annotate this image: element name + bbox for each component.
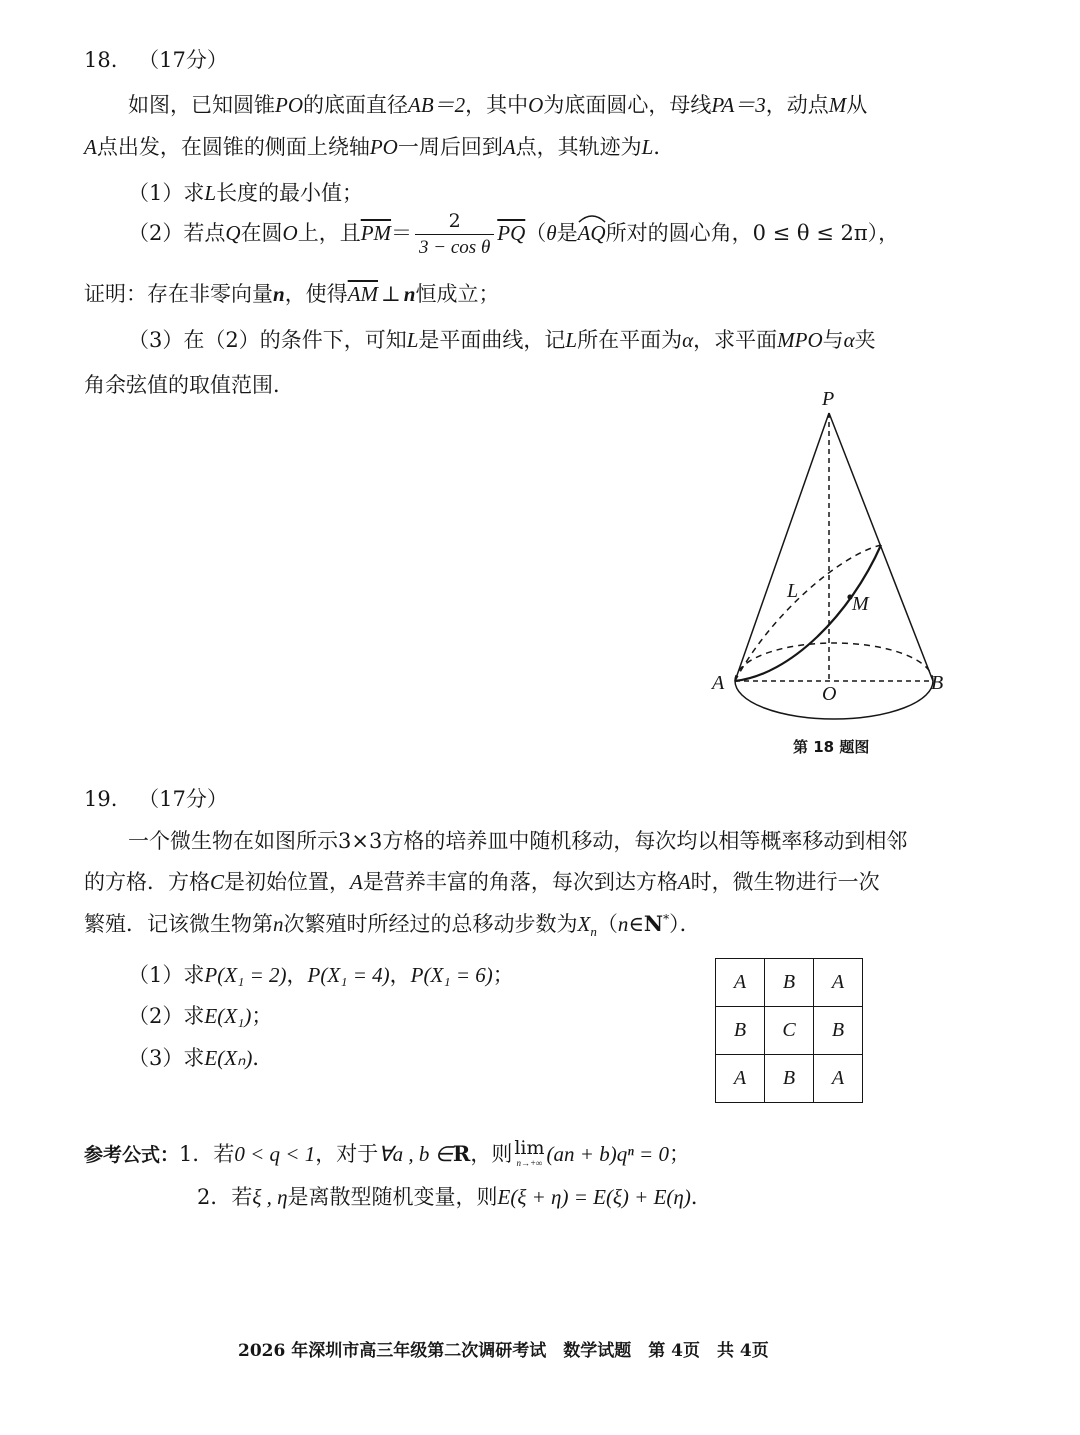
math-expr: E(ξ + η) = E(ξ) + E(η) [497,1185,691,1209]
vector-pm: $\overline{PM}$ [360,221,392,245]
math-expr: P(X₁ = 2) [204,963,287,987]
q18-part1 [128,177,363,207]
text: 夹 [854,328,876,352]
math-l: L [565,328,578,352]
part-label: （2）求 [128,1004,205,1028]
math-a: A [350,870,363,894]
math-o: O [282,221,298,245]
arc-aq [578,221,606,246]
text: ． [653,135,675,159]
grid-row [716,1007,863,1055]
limit-subscript: n→+∞ [516,1157,543,1168]
part-label: （1）求 [128,963,205,987]
text: ，其中 [465,93,529,117]
text: 为底面圆心，母线 [543,93,712,117]
grid-cell: B [765,959,814,1007]
label-l: L [787,580,799,602]
text: 是 [556,221,578,245]
q19-part3 [128,1042,273,1072]
arc-aq-label: AQ [577,221,606,245]
vector-pq: $\overline{PQ}$ [497,221,526,245]
set-star: * [663,912,670,926]
text: 从 [846,93,868,117]
vector-am: $\overline{AM}$ [347,282,379,306]
q18-proof-line [84,278,499,308]
figure-caption: 第 18 题图 [793,738,870,756]
grid-row [716,959,863,1007]
math-po: PO [369,135,398,159]
q18-part3-cont [84,369,294,399]
text: 上，且 [297,221,361,245]
math-o: O [528,93,544,117]
q19-header [84,783,228,813]
q18-points: （17分） [138,48,228,72]
text: ． [252,1046,274,1070]
text: ， [389,963,411,987]
math-a: A [677,870,691,894]
q18-part2 [128,208,899,261]
label-m: M [852,593,869,615]
text: 一周后回到 [397,135,503,159]
text: ． [690,1185,712,1209]
math-po: PO [275,93,303,117]
math-x: X [577,912,591,936]
text: 所对的圆心角，0 ≤ θ ≤ 2π）， [605,221,900,245]
reference-formula-2 [197,1181,712,1211]
text: 是平面曲线，记 [418,328,566,352]
set-naturals: N [643,911,664,936]
part-label: （2）若点 [128,221,226,245]
cone-figure [700,385,960,730]
q19-stem-line2 [84,866,880,896]
math-mpo: MPO [777,328,823,352]
math-n: n [273,912,284,936]
fraction-numerator: 2 [415,208,494,235]
label-b: B [931,672,944,694]
q19-part1 [128,959,514,989]
text: ，则 [470,1142,513,1166]
grid-cell: A [814,959,863,1007]
math-expr: E(Xₙ) [204,1046,253,1070]
text: 次繁殖时所经过的总移动步数为 [283,912,578,936]
math-alpha: α [682,328,694,352]
math-expr: E(X₁) [204,1004,252,1028]
math-expr: ξ , η [252,1185,288,1209]
text: 是离散型随机变量，则 [287,1185,498,1209]
text: 1．若 [179,1142,235,1166]
math-alpha: α [843,328,855,352]
text: 一个微生物在如图所示3×3方格的培养皿中随机移动，每次均以相等概率移动到相邻 [128,829,908,853]
text: ）． [669,912,701,936]
text: 证明：存在非零向量 [84,282,273,306]
math-l: L [204,181,217,205]
fraction-denominator: 3 − cos θ [419,237,491,258]
element-of: ∈ [628,912,644,936]
reference-label: 参考公式： [84,1144,180,1166]
text: 是初始位置， [224,870,351,894]
set-reals: R [452,1141,471,1166]
grid-cell: B [716,1007,765,1055]
math-q: Q [225,221,241,245]
q19-points: （17分） [138,787,228,811]
text: ，动点 [765,93,829,117]
label-p: P [822,388,835,410]
grid-cell: B [765,1055,814,1103]
grid-cell: B [814,1007,863,1055]
math-expr: 0 < q < 1 [234,1142,316,1166]
text: ，求平面 [693,328,778,352]
math-theta: θ [546,221,557,245]
math-expr: P(X₁ = 4) [307,963,390,987]
text: （ [525,221,547,245]
equals: ＝ [391,221,413,245]
vector-n: n [273,282,285,306]
label-a: A [712,672,725,694]
math-m: M [828,93,847,117]
text: 2．若 [197,1185,253,1209]
math-x-subscript: n [590,924,597,940]
math-n: n [617,912,629,936]
grid-cell: A [814,1055,863,1103]
text: 与 [822,328,844,352]
part-label: （3）求 [128,1046,205,1070]
text: 所在平面为 [577,328,683,352]
text: 点，其轨迹为 [515,135,642,159]
q18-part3 [128,324,876,354]
math-l: L [641,135,654,159]
text: ； [251,1004,273,1028]
grid-cell: A [716,959,765,1007]
text: ； [492,963,514,987]
limit-operator: lim [514,1136,545,1159]
grid-row [716,1055,863,1103]
text: 长度的最小值； [216,181,364,205]
math-a: A [84,135,97,159]
q18-stem-line1 [128,89,867,119]
text: 是营养丰富的角落，每次到达方格 [362,870,678,894]
math-l: L [406,328,419,352]
fraction [415,208,494,261]
math-expr: P(X₁ = 6) [410,963,493,987]
text: ， [286,963,308,987]
text: 恒成立； [415,282,500,306]
text: ，使得 [284,282,348,306]
q18-number: 18. [84,48,118,72]
text: 繁殖．记该微生物第 [84,912,273,936]
grid-cell: A [716,1055,765,1103]
q18-header [84,44,228,74]
petri-dish-grid [715,958,863,1103]
q19-part2 [128,1000,272,1030]
part-label: （3）在（2）的条件下，可知 [128,328,407,352]
text: ； [668,1142,690,1166]
text: 的底面直径 [303,93,408,117]
vector-n: n [403,282,416,306]
limit [514,1136,545,1171]
math-c: C [210,870,225,894]
text: 的方格．方格 [84,870,210,894]
text: 如图，已知圆锥 [128,93,275,117]
math-expr: ∀a , b ∈ [378,1142,453,1166]
q19-number: 19. [84,787,118,811]
text: 在圆 [240,221,283,245]
label-o: O [822,683,837,705]
perp-symbol: ⊥ [381,282,401,306]
q18-stem-line2 [84,131,674,161]
math-a: A [502,135,516,159]
page-footer: 2026 年深圳市高三年级第二次调研考试 数学试题 第 4页 共 4页 [238,1341,769,1361]
math-ab-eq: AB＝2 [408,93,466,117]
arc-mark-icon [578,213,606,223]
math-pa-eq: PA＝3 [711,93,766,117]
reference-formula-1 [84,1138,690,1171]
text: （ [596,912,618,936]
text: 时，微生物进行一次 [690,870,880,894]
part-label: （1）求 [128,181,205,205]
generatrix-pa [735,413,829,681]
text: 角余弦值的取值范围． [84,373,294,397]
q19-stem-line1 [128,825,907,855]
grid-cell: C [765,1007,814,1055]
text: 点出发，在圆锥的侧面上绕轴 [96,135,370,159]
text: ，对于 [315,1142,379,1166]
math-expr: (an + b)qⁿ = 0 [546,1142,669,1166]
q19-stem-line3 [84,908,701,940]
base-back-arc [735,643,933,681]
